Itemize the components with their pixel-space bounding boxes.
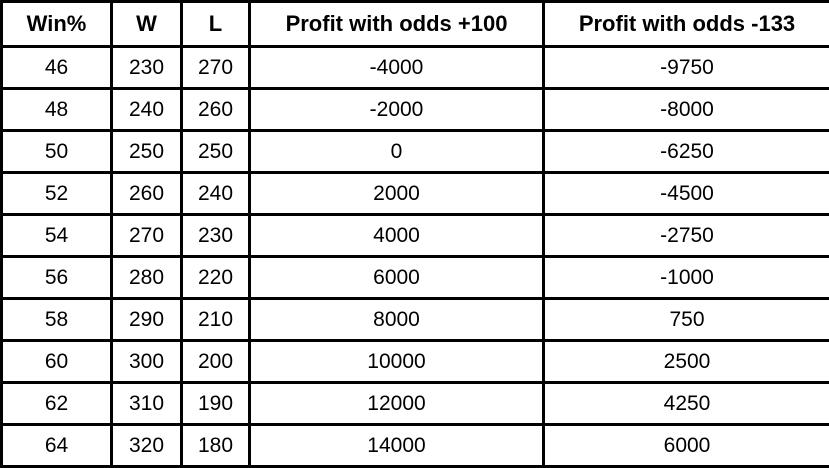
table-row — [2, 299, 829, 341]
cell-w: 290 — [112, 299, 182, 341]
table-row — [2, 173, 829, 215]
cell-profit-plus-100: 8000 — [250, 299, 544, 341]
cell-w: 320 — [112, 425, 182, 467]
cell-profit-minus-133: 6000 — [544, 425, 829, 467]
cell-profit-minus-133: 750 — [544, 299, 829, 341]
column-header-w: W — [112, 2, 182, 47]
table-row — [2, 383, 829, 425]
cell-profit-plus-100: 14000 — [250, 425, 544, 467]
cell-l: 190 — [182, 383, 250, 425]
cell-profit-plus-100: -2000 — [250, 89, 544, 131]
column-header-win-percent: Win% — [2, 2, 112, 47]
cell-w: 260 — [112, 173, 182, 215]
table-row — [2, 425, 829, 467]
cell-win-percent: 52 — [2, 173, 112, 215]
cell-profit-minus-133: 2500 — [544, 341, 829, 383]
cell-l: 250 — [182, 131, 250, 173]
cell-win-percent: 50 — [2, 131, 112, 173]
table-row — [2, 215, 829, 257]
cell-win-percent: 64 — [2, 425, 112, 467]
cell-profit-minus-133: -4500 — [544, 173, 829, 215]
cell-win-percent: 54 — [2, 215, 112, 257]
cell-profit-plus-100: 0 — [250, 131, 544, 173]
cell-profit-minus-133: 4250 — [544, 383, 829, 425]
table-header — [2, 2, 829, 47]
cell-l: 270 — [182, 47, 250, 89]
cell-profit-minus-133: -9750 — [544, 47, 829, 89]
column-header-profit-plus-100: Profit with odds +100 — [250, 2, 544, 47]
cell-l: 230 — [182, 215, 250, 257]
cell-l: 210 — [182, 299, 250, 341]
table-body — [2, 47, 829, 467]
cell-profit-minus-133: -2750 — [544, 215, 829, 257]
cell-w: 250 — [112, 131, 182, 173]
cell-l: 220 — [182, 257, 250, 299]
table-row — [2, 131, 829, 173]
cell-l: 260 — [182, 89, 250, 131]
cell-w: 280 — [112, 257, 182, 299]
table-row — [2, 341, 829, 383]
table-header-row — [2, 2, 829, 47]
cell-profit-minus-133: -8000 — [544, 89, 829, 131]
cell-l: 240 — [182, 173, 250, 215]
cell-profit-plus-100: 6000 — [250, 257, 544, 299]
cell-w: 310 — [112, 383, 182, 425]
cell-profit-minus-133: -6250 — [544, 131, 829, 173]
table-row — [2, 257, 829, 299]
cell-win-percent: 60 — [2, 341, 112, 383]
cell-profit-plus-100: 10000 — [250, 341, 544, 383]
cell-l: 200 — [182, 341, 250, 383]
cell-w: 230 — [112, 47, 182, 89]
cell-profit-plus-100: 2000 — [250, 173, 544, 215]
cell-w: 270 — [112, 215, 182, 257]
table-row — [2, 89, 829, 131]
cell-profit-plus-100: 12000 — [250, 383, 544, 425]
cell-profit-plus-100: 4000 — [250, 215, 544, 257]
cell-w: 300 — [112, 341, 182, 383]
cell-win-percent: 48 — [2, 89, 112, 131]
cell-l: 180 — [182, 425, 250, 467]
cell-win-percent: 46 — [2, 47, 112, 89]
cell-profit-plus-100: -4000 — [250, 47, 544, 89]
cell-profit-minus-133: -1000 — [544, 257, 829, 299]
column-header-profit-minus-133: Profit with odds -133 — [544, 2, 829, 47]
table-row — [2, 47, 829, 89]
cell-win-percent: 56 — [2, 257, 112, 299]
cell-win-percent: 58 — [2, 299, 112, 341]
cell-win-percent: 62 — [2, 383, 112, 425]
cell-w: 240 — [112, 89, 182, 131]
column-header-l: L — [182, 2, 250, 47]
